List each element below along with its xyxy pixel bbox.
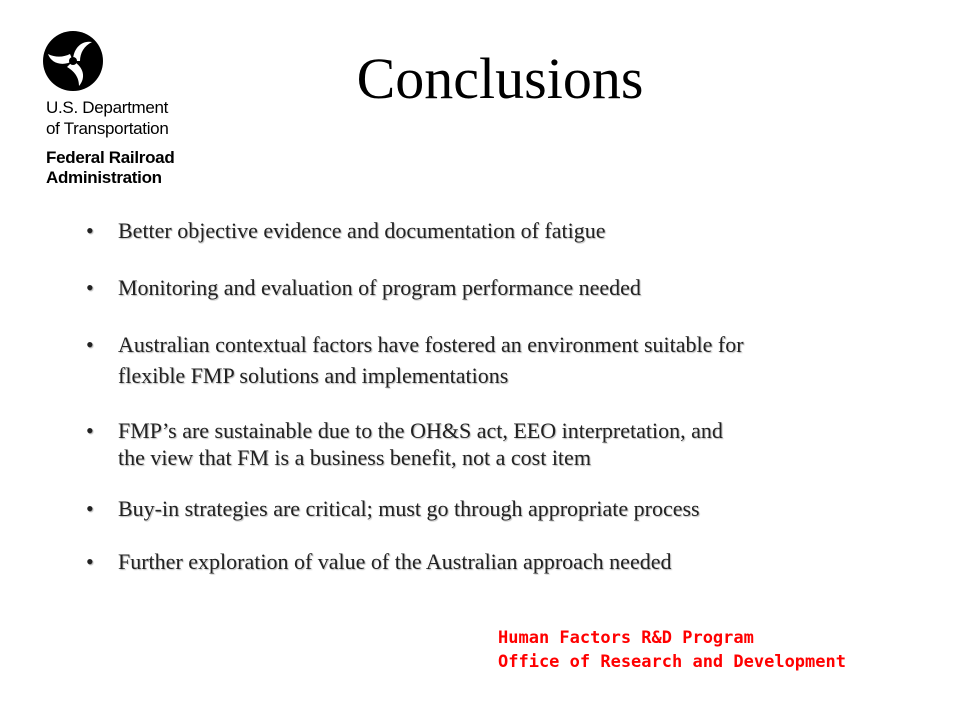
bullet-marker: • [86, 218, 94, 243]
logo-department-line2: of Transportation [46, 119, 169, 138]
bullet-marker: • [86, 549, 94, 574]
footer-line2: Office of Research and Development [498, 652, 846, 672]
bullet-marker: • [86, 275, 94, 300]
bullet-text-line2: flexible FMP solutions and implementations [118, 363, 509, 388]
footer-line1: Human Factors R&D Program [498, 628, 754, 648]
bullet-marker: • [86, 418, 94, 443]
bullet-item [86, 274, 886, 301]
bullet-text: Further exploration of value of the Australian approach needed [118, 549, 672, 574]
bullet-item [86, 217, 886, 244]
logo-agency-line2: Administration [46, 168, 162, 187]
bullet-item [86, 417, 886, 471]
bullet-text-line2: the view that FM is a business benefit, not a cost item [118, 445, 591, 470]
logo-department-line1: U.S. Department [46, 98, 169, 117]
bullet-text-line1: Australian contextual factors have fostered an environment suitable for [118, 332, 744, 357]
bullet-text-line1: FMP’s are sustainable due to the OH&S act, EEO interpretation, and [118, 418, 723, 443]
bullet-marker: • [86, 496, 94, 521]
bullet-text: Better objective evidence and documentation of fatigue [118, 218, 606, 243]
bullet-marker: • [86, 332, 94, 357]
slide-title: Conclusions [356, 46, 644, 111]
footer-program-info [498, 626, 846, 674]
bullet-item [86, 548, 886, 575]
bullet-text: Buy-in strategies are critical; must go through appropriate process [118, 496, 700, 521]
bullet-item [86, 495, 886, 522]
logo-agency-line1: Federal Railroad [46, 148, 175, 167]
bullet-item [86, 331, 886, 389]
bullet-text: Monitoring and evaluation of program performance needed [118, 275, 641, 300]
